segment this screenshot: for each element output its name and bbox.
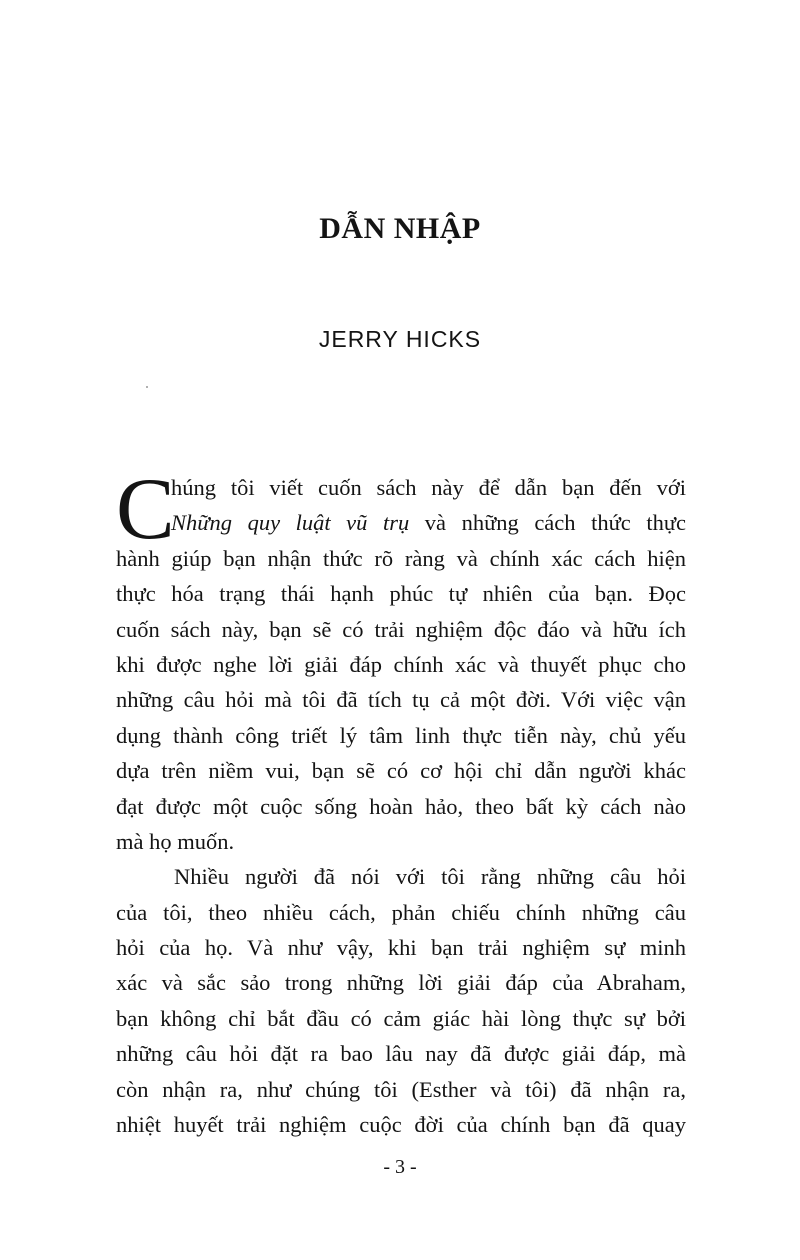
text-line: bạn không chỉ bắt đầu có cảm giác hài lòng thực sự bởi: [116, 1005, 686, 1031]
author-name: JERRY HICKS: [318, 326, 482, 352]
book-title-italic: Những quy luật vũ trụ: [171, 510, 410, 536]
text-line: xác và sắc sảo trong những lời giải đáp của Abraham,: [116, 970, 686, 996]
text-line: hành giúp bạn nhận thức rõ ràng và chính xác cách hiện: [116, 545, 686, 571]
text-line: húng tôi viết cuốn sách này để dẫn bạn đến với: [171, 475, 686, 500]
paragraph-2: [116, 859, 686, 1142]
body-text: [116, 461, 687, 1142]
text-line: dựa trên niềm vui, bạn sẽ có cơ hội chỉ dẫn người khác: [116, 758, 686, 784]
text-line: cuốn sách này, bạn sẽ có trải nghiệm độc đáo và hữu ích: [116, 616, 686, 642]
text-line: đạt được một cuộc sống hoàn hảo, theo bất kỳ cách nào: [116, 793, 686, 819]
page-number: - 3 -: [383, 1156, 417, 1178]
text-line: hỏi của họ. Và như vậy, khi bạn trải nghiệm sự minh: [116, 935, 686, 961]
text-line: thực hóa trạng thái hạnh phúc tự nhiên của bạn. Đọc: [116, 581, 686, 607]
text-line: những câu hỏi đặt ra bao lâu nay đã được giải đáp, mà: [116, 1041, 686, 1067]
text-line: dụng thành công triết lý tâm linh thực tiễn này, chủ yếu: [116, 722, 686, 748]
text-fragment: và những cách thức thực: [409, 510, 687, 536]
text-line: còn nhận ra, như chúng tôi (Esther và tôi) đã nhận ra,: [116, 1076, 686, 1102]
text-line: [116, 505, 686, 540]
text-line: những câu hỏi mà tôi đã tích tụ cả một đời. Với việc vận: [116, 687, 686, 713]
chapter-title: DẪN NHẬP: [319, 212, 481, 245]
text-line: của tôi, theo nhiều cách, phản chiếu chính những câu: [116, 899, 686, 925]
drop-cap: C: [116, 461, 175, 558]
paragraph-1: [116, 461, 687, 859]
text-line: mà họ muốn.: [116, 828, 235, 854]
print-speck: [146, 386, 148, 388]
text-line: nhiệt huyết trải nghiệm cuộc đời của chính bạn đã quay: [116, 1112, 686, 1138]
text-line: Nhiều người đã nói với tôi rằng những câu hỏi: [174, 864, 686, 890]
text-line: khi được nghe lời giải đáp chính xác và thuyết phục cho: [116, 651, 686, 677]
